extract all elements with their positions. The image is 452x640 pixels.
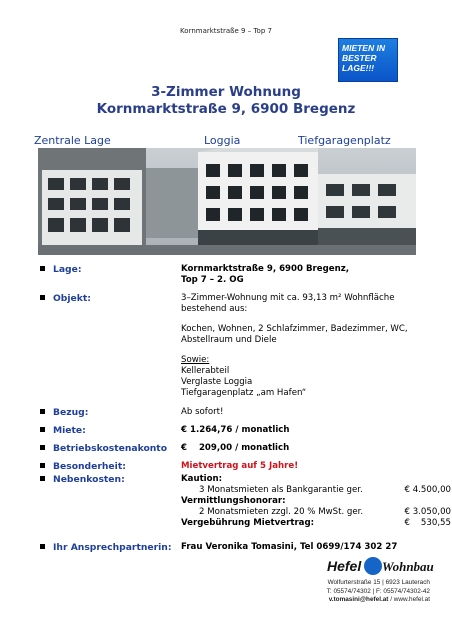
promo-line-1: MIETEN IN xyxy=(342,43,385,53)
besonderheit-value: Mietvertrag auf 5 Jahre! xyxy=(181,461,299,471)
kaution-text: 3 Monatsmieten als Bankgarantie ger. xyxy=(199,485,363,495)
objekt-line: bestehend aus: xyxy=(181,304,248,314)
bullet-icon xyxy=(40,544,45,549)
miete-value: € 1.264,76 / monatlich xyxy=(181,425,290,435)
lage-address: Kornmarktstraße 9, 6900 Bregenz, xyxy=(181,264,349,274)
promo-stamp xyxy=(338,38,398,82)
kaution-row xyxy=(181,485,451,496)
bullet-icon xyxy=(40,295,45,300)
vergebuehr-row xyxy=(181,518,451,529)
vergebuehr-label: Vergebührung Mietvertrag: xyxy=(181,518,315,528)
sowie-item: Tiefgaragenplatz „am Hafen“ xyxy=(181,388,307,398)
bullet-icon xyxy=(40,427,45,432)
kaution-amount: € 4.500,00 xyxy=(404,485,451,495)
nebenkosten-table xyxy=(181,474,451,529)
bullet-icon xyxy=(40,463,45,468)
lage-floor: Top 7 – 2. OG xyxy=(181,275,244,285)
bezug-value: Ab sofort! xyxy=(181,407,224,417)
objekt-label: Objekt: xyxy=(53,293,91,304)
footer-web[interactable]: www.hefel.at xyxy=(393,596,430,604)
ansprech-value: Frau Veronika Tomasini, Tel 0699/174 302 27 xyxy=(181,542,398,552)
page-title xyxy=(0,84,452,118)
bullet-icon xyxy=(40,266,45,271)
building-photo xyxy=(38,148,416,255)
vermittlung-text: 2 Monatsmieten zzgl. 20 % MwSt. ger. xyxy=(199,507,364,517)
footer-contact xyxy=(270,596,430,605)
betriebskosten-label: Betriebskostenakonto xyxy=(53,443,168,454)
promo-line-3: LAGE!!! xyxy=(342,63,375,73)
sowie-label: Sowie: xyxy=(181,355,210,365)
footer-email[interactable]: v.tomasini@hefel.at xyxy=(328,596,389,604)
bezug-label: Bezug: xyxy=(53,407,89,418)
title-line-1: 3-Zimmer Wohnung xyxy=(151,84,301,100)
footer-address: Wolfurterstraße 15 | 6923 Lauterach xyxy=(327,579,430,586)
contact-footer xyxy=(270,579,430,605)
promo-line-2: BESTER xyxy=(342,53,377,63)
miete-label: Miete: xyxy=(53,425,86,436)
bullet-icon xyxy=(40,445,45,450)
sowie-item: Kellerabteil xyxy=(181,366,230,376)
objekt-line: 3–Zimmer-Wohnung mit ca. 93,13 m² Wohnfläche xyxy=(181,293,395,303)
betriebskosten-value: € 209,00 / monatlich xyxy=(181,443,290,453)
kaution-label: Kaution: xyxy=(181,474,223,484)
footer-separator: / xyxy=(388,596,394,604)
besonderheit-label: Besonderheit: xyxy=(53,461,126,472)
lage-label: Lage: xyxy=(53,264,82,275)
title-line-2: Kornmarktstraße 9, 6900 Bregenz xyxy=(96,101,356,117)
vermittlung-row xyxy=(181,507,451,518)
objekt-line: Abstellraum und Diele xyxy=(181,335,277,345)
hefel-wohnbau-logo xyxy=(327,556,435,576)
ansprech-label: Ihr Ansprechpartnerin: xyxy=(53,542,172,553)
footer-phone: T: 05574/74302 | F: 05574/74302-42 xyxy=(326,587,430,595)
hefel-logo-mark xyxy=(327,556,435,576)
feature-loggia: Loggia xyxy=(204,134,241,147)
vergebuehr-amount: € 530,55 xyxy=(404,518,451,528)
vermittlung-label: Vermittlungshonorar: xyxy=(181,496,286,506)
feature-tiefgarage: Tiefgaragenplatz xyxy=(298,134,391,147)
logo-word-left: Hefel xyxy=(327,558,362,574)
vermittlung-amount: € 3.050,00 xyxy=(404,507,451,517)
nebenkosten-label: Nebenkosten: xyxy=(53,474,125,485)
building-photo-illustration xyxy=(38,148,416,255)
bullet-icon xyxy=(40,476,45,481)
lage-value xyxy=(181,264,441,286)
page-header: Kornmarktstraße 9 – Top 7 xyxy=(180,27,272,35)
feature-list xyxy=(34,134,394,148)
objekt-line: Kochen, Wohnen, 2 Schlafzimmer, Badezimmer, WC, xyxy=(181,324,408,334)
objekt-value xyxy=(181,293,441,399)
sowie-item: Verglaste Loggia xyxy=(181,377,253,387)
bullet-icon xyxy=(40,409,45,414)
feature-zentrale-lage: Zentrale Lage xyxy=(34,134,111,147)
logo-word-right: Wohnbau xyxy=(382,559,434,574)
